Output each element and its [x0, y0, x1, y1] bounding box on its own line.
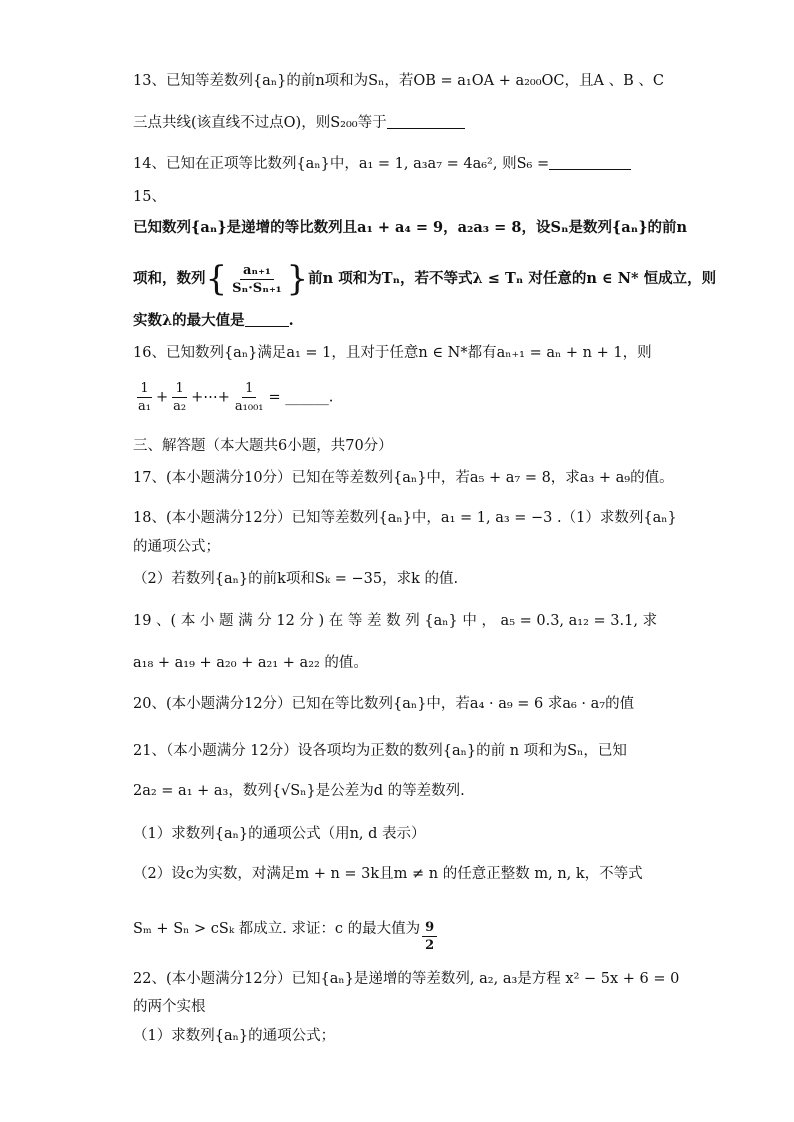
q15-text-1: 已知数列{aₙ}是递增的等比数列且a₁ + a₄ = 9，a₂a₃ = 8，设Sₙ是数列{aₙ}的前n — [133, 219, 688, 236]
q21-line4 — [133, 863, 662, 885]
q13-text-2: 三点共线(该直线不过点O)，则S₂₀₀等于 — [133, 115, 387, 131]
left-brace: { — [205, 259, 228, 299]
q18-text-2: 的通项公式； — [133, 539, 220, 555]
q21-frac-num: 9 — [422, 921, 437, 937]
q16-line1 — [133, 342, 662, 364]
q16-text-1: 16、已知数列{aₙ}满足a₁ = 1，且对于任意n ∈ N*都有aₙ₊₁ = aₙ + n + 1，则 — [133, 345, 652, 361]
q16-frac-1 — [135, 382, 154, 413]
q21-line3 — [133, 823, 662, 845]
q15-frac-den: Sₙ·Sₙ₊₁ — [232, 280, 282, 296]
section-3-text: 三、解答题（本大题共6小题，共70分） — [133, 438, 393, 454]
q16-frac-1-den: a₁ — [138, 399, 151, 414]
q16-frac-2-num: 1 — [172, 382, 186, 398]
q21-text-2: 2a₂ = a₁ + a₃，数列{√Sₙ}是公差为d 的等差数列. — [133, 783, 465, 799]
q21-text-4: （2）设c为实数，对满足m + n = 3k且m ≠ n 的任意正整数 m, n, k，不等式 — [133, 866, 643, 882]
q21-text-1: 21、（本小题满分 12分）设各项均为正数的数列{aₙ}的前 n 项和为Sₙ，已知 — [133, 743, 627, 759]
q16-line2: $\frac{1}{\text{a₁}}$ + $\frac{1}{\text{a₂}}$ +⋯+ $\frac{1}{\text{a₁₀₀₁}}$ = ______. — [133, 382, 662, 413]
q15-text-2b: 前n 项和为Tₙ，若不等式λ ≤ Tₙ 对任意的n ∈ N* 恒成立，则 — [308, 270, 717, 287]
q13-line2 — [133, 112, 662, 134]
q15-text-2a: 项和，数列 — [133, 270, 206, 287]
q18-line3 — [133, 568, 662, 590]
q20-text: 20、(本小题满分12分）已知在等比数列{aₙ}中，若a₄ · a₉ = 6 求a₆ · a₇的值 — [133, 696, 635, 712]
q15-line2 — [133, 259, 717, 299]
q15-period: . — [288, 312, 294, 329]
q21-text-3: （1）求数列{aₙ}的通项公式（用n, d 表示） — [133, 826, 426, 842]
q15-number-text: 15、 — [133, 189, 166, 205]
right-brace: } — [286, 259, 309, 299]
q15-fraction — [229, 264, 284, 295]
q18-text-3: （2）若数列{aₙ}的前k项和Sₖ = −35，求k 的值. — [133, 571, 459, 587]
q20-line — [133, 693, 662, 715]
q19-text-1: 19 、( 本 小 题 满 分 12 分 ) 在 等 差 数 列 {aₙ} 中 ， a₅ = 0.3, a₁₂ = 3.1, 求 — [133, 613, 658, 629]
q14-answer-blank[interactable] — [549, 155, 631, 170]
q21-fraction-nine-halves — [422, 921, 437, 952]
q16-frac-2 — [170, 382, 189, 413]
q22-line3 — [133, 1025, 662, 1047]
q15-line1 — [133, 217, 688, 239]
q15-number — [133, 186, 662, 208]
q14-text: 14、已知在正项等比数列{aₙ}中，a₁ = 1, a₃a₇ = 4a₆², 则S₆ = — [133, 156, 550, 172]
q18-line1 — [133, 507, 677, 529]
q13-text: 13、已知等差数列{aₙ}的前n项和为Sₙ，若OB = a₁OA + a₂₀₀OC，且A 、B 、C — [133, 73, 664, 89]
q16-tail: = ______. — [268, 389, 334, 406]
q21-line2 — [133, 780, 662, 802]
q14-line — [133, 153, 662, 175]
q22-line2 — [133, 996, 662, 1018]
q17-text: 17、(本小题满分10分）已知在等差数列{aₙ}中，若a₅ + a₇ = 8，求a₃ + a₉的值。 — [133, 470, 674, 486]
q13-answer-blank[interactable] — [387, 114, 465, 129]
q21-text-5: Sₘ + Sₙ > cSₖ 都成立. 求证：c 的最大值为 — [133, 921, 421, 937]
section-3-heading — [133, 435, 662, 457]
q22-line1 — [133, 968, 680, 990]
q21-frac-den: 2 — [425, 938, 435, 953]
q19-line1 — [133, 610, 662, 632]
q16-frac-3 — [232, 382, 267, 413]
q22-text-3: （1）求数列{aₙ}的通项公式； — [133, 1028, 336, 1044]
q15-line3 — [133, 310, 662, 332]
q15-frac-num: aₙ₊₁ — [240, 264, 274, 280]
q21-line5 — [133, 918, 662, 952]
q19-line2 — [133, 652, 662, 674]
q18-line2 — [133, 536, 662, 558]
q16-frac-3-den: a₁₀₀₁ — [234, 399, 264, 414]
q16-frac-2-den: a₂ — [173, 399, 187, 414]
q13-line1 — [133, 70, 662, 92]
q19-text-2: a₁₈ + a₁₉ + a₂₀ + a₂₁ + a₂₂ 的值。 — [133, 655, 368, 671]
q15-text-3: 实数λ的最大值是 — [133, 312, 245, 329]
q16-frac-3-num: 1 — [242, 382, 256, 398]
q15-answer-blank[interactable] — [245, 312, 289, 327]
q22-text-2: 的两个实根 — [133, 999, 206, 1015]
q16-frac-1-num: 1 — [137, 382, 151, 398]
q21-line1 — [133, 740, 662, 762]
q22-text-1: 22、(本小题满分12分）已知{aₙ}是递增的等差数列, a₂, a₃是方程 x² − 5x + 6 = 0 — [133, 971, 680, 987]
q17-line — [133, 467, 674, 489]
q18-text-1: 18、(本小题满分12分）已知等差数列{aₙ}中，a₁ = 1, a₃ = −3 .（1）求数列{aₙ} — [133, 510, 677, 526]
